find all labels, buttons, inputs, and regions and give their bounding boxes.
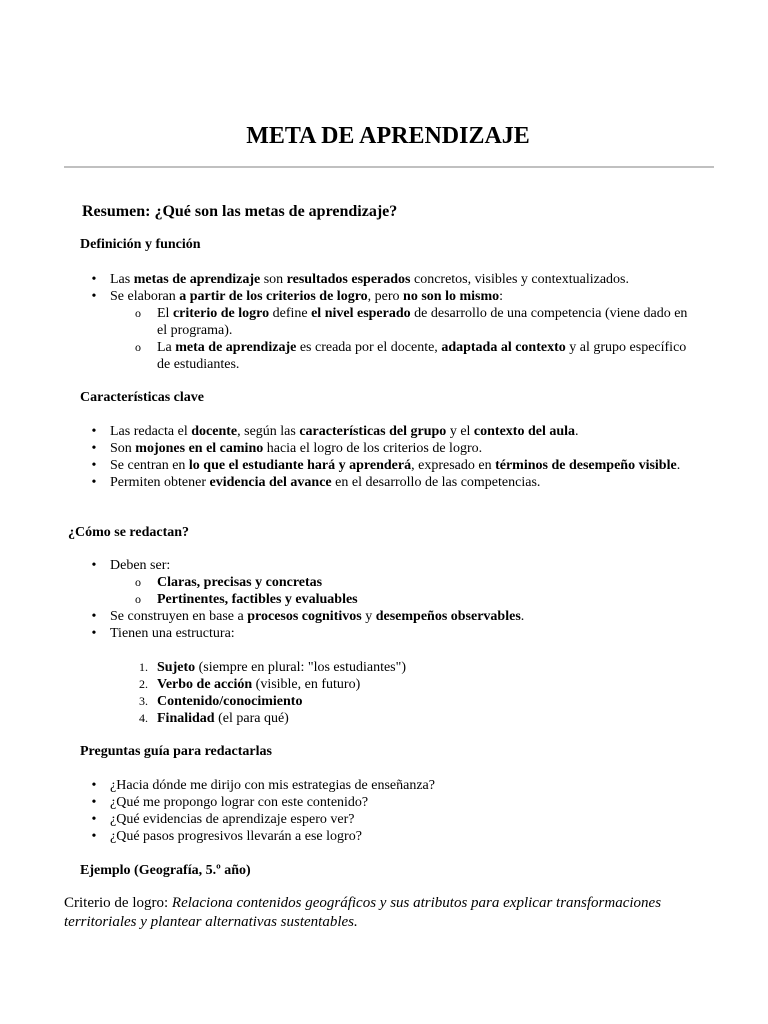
- criterio-label: Criterio de logro:: [64, 895, 172, 911]
- preguntas-list: [0, 777, 768, 845]
- list-item: • Las metas de aprendizaje son resultados esperados concretos, visibles y contextualizados.: [0, 271, 696, 288]
- list-number: 1.: [139, 660, 148, 674]
- bullet-marker: •: [91, 289, 97, 304]
- page-title: META DE APRENDIZAJE: [246, 123, 530, 149]
- bullet-marker: •: [91, 829, 97, 844]
- caracteristicas-list: [0, 423, 768, 491]
- list-item: • ¿Qué me propongo lograr con este contenido?: [0, 794, 696, 811]
- section-heading-definicion: Definición y función: [80, 237, 201, 252]
- list-number: 3.: [139, 694, 148, 708]
- section-heading-caracteristicas: Características clave: [80, 390, 204, 405]
- list-number: 4.: [139, 711, 148, 725]
- horizontal-rule: [64, 166, 714, 168]
- list-item: • Son mojones en el camino hacia el logro de los criterios de logro.: [0, 440, 696, 457]
- bullet-marker: •: [91, 458, 97, 473]
- sub-list-item: o El criterio de logro define el nivel esperado de desarrollo de una competencia (viene dado en el programa).: [0, 305, 697, 339]
- list-item: • Se centran en lo que el estudiante hará y aprenderá, expresado en términos de desempeño visible.: [0, 457, 696, 474]
- list-item: • Tienen una estructura:: [0, 625, 696, 642]
- example-paragraph: [64, 894, 714, 932]
- bullet-marker: •: [91, 424, 97, 439]
- bullet-marker: •: [91, 626, 97, 641]
- section-heading-como-se-redactan: ¿Cómo se redactan?: [68, 525, 190, 540]
- list-item: • Se construyen en base a procesos cognitivos y desempeños observables.: [0, 608, 696, 625]
- sub-bullet-marker: o: [135, 575, 141, 589]
- sub-list-item: o La meta de aprendizaje es creada por el docente, adaptada al contexto y al grupo específico de estudiantes.: [0, 339, 697, 373]
- redaccion-list: [0, 557, 768, 642]
- bullet-marker: •: [91, 441, 97, 456]
- section-heading-preguntas-guia: Preguntas guía para redactarlas: [80, 744, 272, 759]
- sub-list-item: o Pertinentes, factibles y evaluables: [0, 591, 697, 608]
- bullet-marker: •: [91, 778, 97, 793]
- sub-bullet-marker: o: [135, 592, 141, 606]
- ordered-list-item: 1. Sujeto (siempre en plural: "los estudiantes"): [0, 659, 697, 676]
- bullet-marker: •: [91, 272, 97, 287]
- list-item: • ¿Hacia dónde me dirijo con mis estrategias de enseñanza?: [0, 777, 696, 794]
- bullet-marker: •: [91, 475, 97, 490]
- ordered-list-item: 4. Finalidad (el para qué): [0, 710, 697, 727]
- list-item: • Se elaboran a partir de los criterios de logro, pero no son lo mismo:: [0, 288, 696, 305]
- bullet-marker: •: [91, 558, 97, 573]
- list-item: • Las redacta el docente, según las características del grupo y el contexto del aula.: [0, 423, 696, 440]
- bullet-marker: •: [91, 609, 97, 624]
- list-item: • Permiten obtener evidencia del avance en el desarrollo de las competencias.: [0, 474, 696, 491]
- sub-bullet-marker: o: [135, 306, 141, 320]
- criterio-text: Relaciona contenidos geográficos y sus atributos para explicar transformaciones territoriales y plantear alternativas sustentables.: [64, 895, 662, 930]
- ordered-list-item: 2. Verbo de acción (visible, en futuro): [0, 676, 697, 693]
- list-number: 2.: [139, 677, 148, 691]
- definicion-list: [0, 271, 768, 373]
- estructura-ordered-list: [0, 659, 768, 727]
- list-item: • ¿Qué evidencias de aprendizaje espero ver?: [0, 811, 696, 828]
- list-item: • Deben ser:: [0, 557, 696, 574]
- bullet-marker: •: [91, 795, 97, 810]
- list-item: • ¿Qué pasos progresivos llevarán a ese logro?: [0, 828, 696, 845]
- sub-list-item: o Claras, precisas y concretas: [0, 574, 697, 591]
- summary-heading: Resumen: ¿Qué son las metas de aprendizaje?: [82, 203, 398, 220]
- ordered-list-item: 3. Contenido/conocimiento: [0, 693, 697, 710]
- bullet-marker: •: [91, 812, 97, 827]
- section-heading-ejemplo: Ejemplo (Geografía, 5.º año): [80, 863, 251, 878]
- sub-bullet-marker: o: [135, 340, 141, 354]
